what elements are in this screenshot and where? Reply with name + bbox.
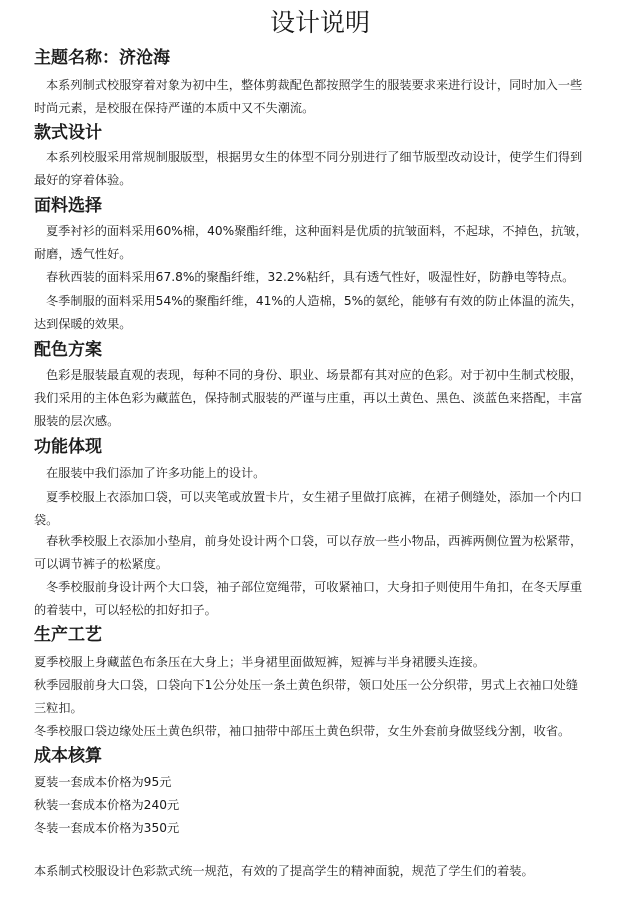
conclusion: 本系制式校服设计色彩款式统一规范，有效的了提高学生的精神面貌，规范了学生们的着装。 (34, 864, 534, 878)
fabric-summer-line-1: 夏季衬衫的面料采用60%棉，40%聚酯纤维，这种面料是优质的抗皱面料，不起球，不掉色，抗皱， (46, 224, 588, 238)
function-winter-line-2: 的着装中，可以轻松的扣好扣子。 (34, 603, 217, 617)
function-summer-line-2: 袋。 (34, 513, 59, 527)
fabric-summer-line-2: 耐磨，透气性好。 (34, 247, 132, 261)
function-winter-line-1: 冬季校服前身设计两个大口袋，袖子部位宽绳带，可收紧袖口，大身扣子则使用牛角扣，在冬天厚重 (46, 580, 583, 594)
craft-line-3: 三粒扣。 (34, 701, 83, 715)
page-title: 设计说明 (269, 8, 370, 37)
function-summer-line-1: 夏季校服上衣添加口袋，可以夹笔或放置卡片，女生裙子里做打底裤，在裙子侧缝处，添加一个内口 (46, 490, 583, 504)
color-line-3: 服装的层次感。 (34, 414, 120, 428)
function-intro: 在服装中我们添加了许多功能上的设计。 (46, 466, 266, 480)
style-heading: 款式设计 (34, 123, 102, 143)
style-line-1: 本系列校服采用常规制服版型，根据男女生的体型不同分别进行了细节版型改动设计，使学生们得到 (46, 150, 583, 164)
function-heading: 功能体现 (34, 437, 102, 457)
craft-line-2: 秋季园服前身大口袋，口袋向下1公分处压一条土黄色织带，领口处压一公分织带，男式上衣袖口处缝 (34, 678, 579, 692)
craft-line-1: 夏季校服上身藏蓝色布条压在大身上；半身裙里面做短裤，短裤与半身裙腰头连接。 (34, 655, 485, 669)
fabric-spring: 春秋西装的面料采用67.8%的聚酯纤维，32.2%粘纤，具有透气性好，吸湿性好，防静电等特点。 (46, 270, 575, 284)
cost-heading: 成本核算 (34, 746, 102, 766)
craft-heading: 生产工艺 (34, 625, 102, 645)
color-line-2: 我们采用的主体色彩为藏蓝色，保持制式服装的严谨与庄重，再以土黄色、黑色、淡蓝色来搭配，丰富 (34, 391, 583, 405)
intro-line-1: 本系列制式校服穿着对象为初中生，整体剪裁配色都按照学生的服装要求来进行设计，同时加入一些 (46, 78, 583, 92)
intro-line-2: 时尚元素，是校服在保持严谨的本质中又不失潮流。 (34, 101, 315, 115)
cost-spring: 秋装一套成本价格为240元 (34, 798, 180, 812)
color-line-1: 色彩是服装最直观的表现，每种不同的身份、职业、场景都有其对应的色彩。对于初中生制式校服， (46, 368, 583, 382)
theme-heading: 主题名称：济沧海 (34, 48, 170, 68)
fabric-heading: 面料选择 (34, 196, 102, 216)
style-line-2: 最好的穿着体验。 (34, 173, 132, 187)
cost-winter: 冬装一套成本价格为350元 (34, 821, 180, 835)
function-spring-line-2: 可以调节裤子的松紧度。 (34, 557, 169, 571)
cost-summer: 夏装一套成本价格为95元 (34, 775, 172, 789)
fabric-winter-line-1: 冬季制服的面料采用54%的聚酯纤维，41%的人造棉，5%的氨纶，能够有有效的防止体温的流失， (46, 294, 583, 308)
color-heading: 配色方案 (34, 340, 102, 360)
craft-line-4: 冬季校服口袋边缘处压土黄色织带，袖口抽带中部压土黄色织带，女生外套前身做竖线分割，收省。 (34, 724, 571, 738)
function-spring-line-1: 春秋季校服上衣添加小垫肩，前身处设计两个口袋，可以存放一些小物品，西裤两侧位置为松紧带， (46, 534, 583, 548)
fabric-winter-line-2: 达到保暖的效果。 (34, 317, 132, 331)
